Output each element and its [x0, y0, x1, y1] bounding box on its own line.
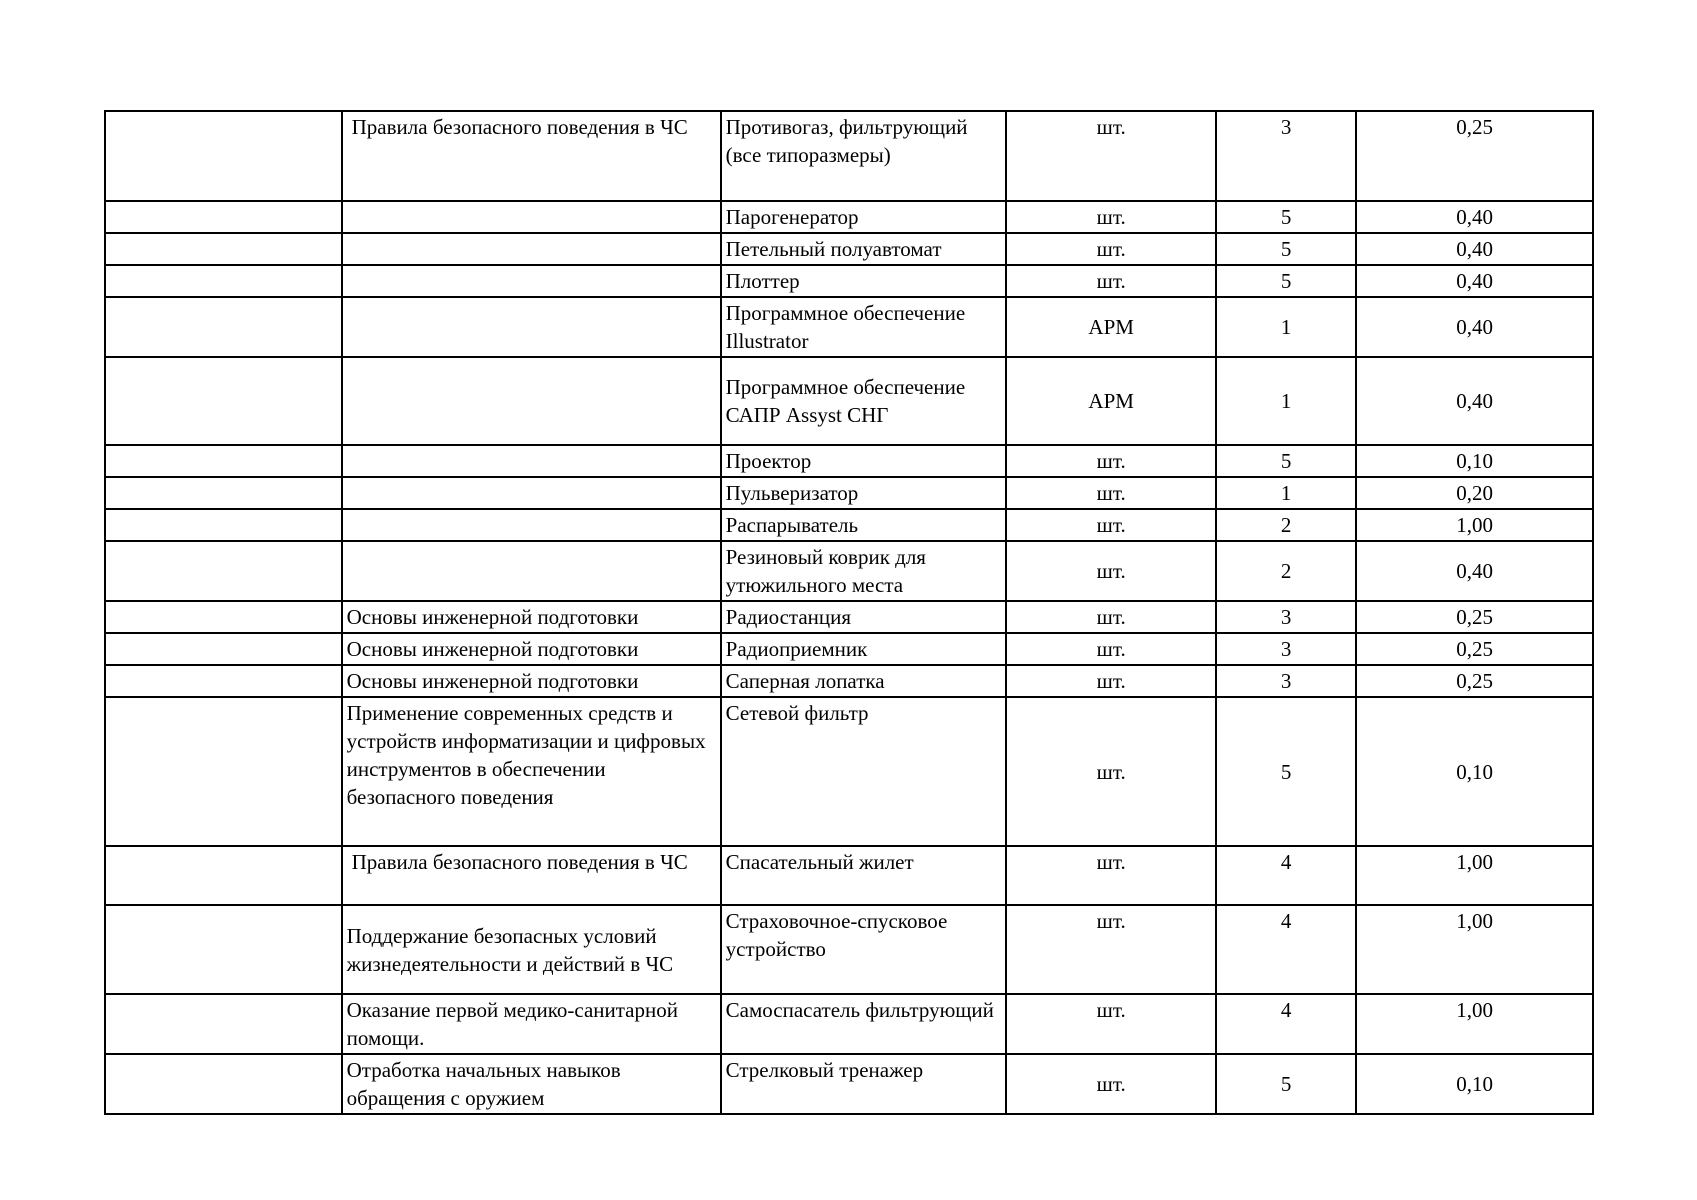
- blank-cell: [105, 633, 342, 665]
- coef-cell: 1,00: [1356, 905, 1593, 994]
- coef-cell: 0,25: [1356, 601, 1593, 633]
- item-cell: Плоттер: [721, 265, 1007, 297]
- item-cell: Программное обеспечение Illustrator: [721, 297, 1007, 357]
- item-cell: Распарыватель: [721, 509, 1007, 541]
- unit-cell: шт.: [1006, 846, 1216, 905]
- coef-cell: 0,40: [1356, 357, 1593, 445]
- item-cell: Программное обеспечение САПР Assyst СНГ: [721, 357, 1007, 445]
- blank-cell: [105, 509, 342, 541]
- qty-cell: 4: [1216, 994, 1356, 1054]
- table-row: [105, 233, 1593, 265]
- table-row: [105, 509, 1593, 541]
- blank-cell: [105, 665, 342, 697]
- qty-cell: 2: [1216, 541, 1356, 601]
- topic-cell: Правила безопасного поведения в ЧС: [342, 846, 721, 905]
- item-cell: Резиновый коврик для утюжильного места: [721, 541, 1007, 601]
- item-cell: Страховочное-спусковое устройство: [721, 905, 1007, 994]
- coef-cell: 0,40: [1356, 541, 1593, 601]
- topic-cell: [342, 509, 721, 541]
- table-row: [105, 994, 1593, 1054]
- table-row: [105, 1054, 1593, 1114]
- item-cell: Сетевой фильтр: [721, 697, 1007, 846]
- unit-cell: шт.: [1006, 697, 1216, 846]
- item-cell: Противогаз, фильтрующий (все типоразмеры): [721, 111, 1007, 201]
- table-row: [105, 905, 1593, 994]
- unit-cell: шт.: [1006, 994, 1216, 1054]
- qty-cell: 4: [1216, 905, 1356, 994]
- unit-cell: шт.: [1006, 233, 1216, 265]
- topic-cell: Оказание первой медико-санитарной помощи.: [342, 994, 721, 1054]
- equipment-table: [104, 110, 1594, 1115]
- topic-cell: Применение современных средств и устройств информатизации и цифровых инструментов в обеспечении безопасного поведения: [342, 697, 721, 846]
- unit-cell: шт.: [1006, 265, 1216, 297]
- coef-cell: 0,10: [1356, 697, 1593, 846]
- topic-cell: [342, 541, 721, 601]
- topic-cell: [342, 297, 721, 357]
- coef-cell: 0,10: [1356, 445, 1593, 477]
- unit-cell: шт.: [1006, 509, 1216, 541]
- coef-cell: 1,00: [1356, 509, 1593, 541]
- topic-cell: Поддержание безопасных условий жизнедеятельности и действий в ЧС: [342, 905, 721, 994]
- table-row: [105, 477, 1593, 509]
- unit-cell: шт.: [1006, 111, 1216, 201]
- table-row: [105, 297, 1593, 357]
- coef-cell: 0,40: [1356, 265, 1593, 297]
- item-cell: Проектор: [721, 445, 1007, 477]
- unit-cell: шт.: [1006, 477, 1216, 509]
- table-row: [105, 541, 1593, 601]
- qty-cell: 5: [1216, 265, 1356, 297]
- unit-cell: шт.: [1006, 201, 1216, 233]
- blank-cell: [105, 697, 342, 846]
- coef-cell: 0,10: [1356, 1054, 1593, 1114]
- table-row: [105, 601, 1593, 633]
- qty-cell: 3: [1216, 601, 1356, 633]
- topic-cell: Основы инженерной подготовки: [342, 665, 721, 697]
- topic-cell: [342, 445, 721, 477]
- table-row: [105, 846, 1593, 905]
- table-row: [105, 201, 1593, 233]
- blank-cell: [105, 1054, 342, 1114]
- blank-cell: [105, 233, 342, 265]
- blank-cell: [105, 905, 342, 994]
- table-row: [105, 357, 1593, 445]
- coef-cell: 0,25: [1356, 111, 1593, 201]
- coef-cell: 0,40: [1356, 233, 1593, 265]
- topic-cell: [342, 201, 721, 233]
- coef-cell: 1,00: [1356, 846, 1593, 905]
- blank-cell: [105, 297, 342, 357]
- topic-cell: [342, 265, 721, 297]
- blank-cell: [105, 201, 342, 233]
- qty-cell: 5: [1216, 445, 1356, 477]
- table-row: [105, 697, 1593, 846]
- topic-cell: Основы инженерной подготовки: [342, 633, 721, 665]
- qty-cell: 3: [1216, 111, 1356, 201]
- qty-cell: 5: [1216, 697, 1356, 846]
- qty-cell: 1: [1216, 297, 1356, 357]
- qty-cell: 1: [1216, 477, 1356, 509]
- unit-cell: шт.: [1006, 445, 1216, 477]
- unit-cell: шт.: [1006, 601, 1216, 633]
- item-cell: Спасательный жилет: [721, 846, 1007, 905]
- table-row: [105, 633, 1593, 665]
- qty-cell: 5: [1216, 233, 1356, 265]
- unit-cell: шт.: [1006, 1054, 1216, 1114]
- table-row: [105, 665, 1593, 697]
- item-cell: Радиостанция: [721, 601, 1007, 633]
- qty-cell: 3: [1216, 633, 1356, 665]
- topic-cell: Отработка начальных навыков обращения с оружием: [342, 1054, 721, 1114]
- unit-cell: АРМ: [1006, 357, 1216, 445]
- unit-cell: шт.: [1006, 665, 1216, 697]
- item-cell: Петельный полуавтомат: [721, 233, 1007, 265]
- blank-cell: [105, 846, 342, 905]
- unit-cell: АРМ: [1006, 297, 1216, 357]
- topic-cell: Правила безопасного поведения в ЧС: [342, 111, 721, 201]
- qty-cell: 3: [1216, 665, 1356, 697]
- blank-cell: [105, 477, 342, 509]
- coef-cell: 1,00: [1356, 994, 1593, 1054]
- item-cell: Пульверизатор: [721, 477, 1007, 509]
- item-cell: Стрелковый тренажер: [721, 1054, 1007, 1114]
- blank-cell: [105, 357, 342, 445]
- coef-cell: 0,40: [1356, 297, 1593, 357]
- item-cell: Радиоприемник: [721, 633, 1007, 665]
- coef-cell: 0,25: [1356, 633, 1593, 665]
- item-cell: Парогенератор: [721, 201, 1007, 233]
- unit-cell: шт.: [1006, 541, 1216, 601]
- qty-cell: 2: [1216, 509, 1356, 541]
- blank-cell: [105, 111, 342, 201]
- blank-cell: [105, 601, 342, 633]
- item-cell: Самоспасатель фильтрующий: [721, 994, 1007, 1054]
- unit-cell: шт.: [1006, 905, 1216, 994]
- table-row: [105, 265, 1593, 297]
- qty-cell: 5: [1216, 1054, 1356, 1114]
- coef-cell: 0,40: [1356, 201, 1593, 233]
- table-row: [105, 445, 1593, 477]
- qty-cell: 1: [1216, 357, 1356, 445]
- table-row: [105, 111, 1593, 201]
- blank-cell: [105, 265, 342, 297]
- blank-cell: [105, 541, 342, 601]
- topic-cell: [342, 477, 721, 509]
- coef-cell: 0,20: [1356, 477, 1593, 509]
- item-cell: Саперная лопатка: [721, 665, 1007, 697]
- unit-cell: шт.: [1006, 633, 1216, 665]
- blank-cell: [105, 445, 342, 477]
- topic-cell: [342, 233, 721, 265]
- blank-cell: [105, 994, 342, 1054]
- coef-cell: 0,25: [1356, 665, 1593, 697]
- qty-cell: 5: [1216, 201, 1356, 233]
- qty-cell: 4: [1216, 846, 1356, 905]
- topic-cell: Основы инженерной подготовки: [342, 601, 721, 633]
- topic-cell: [342, 357, 721, 445]
